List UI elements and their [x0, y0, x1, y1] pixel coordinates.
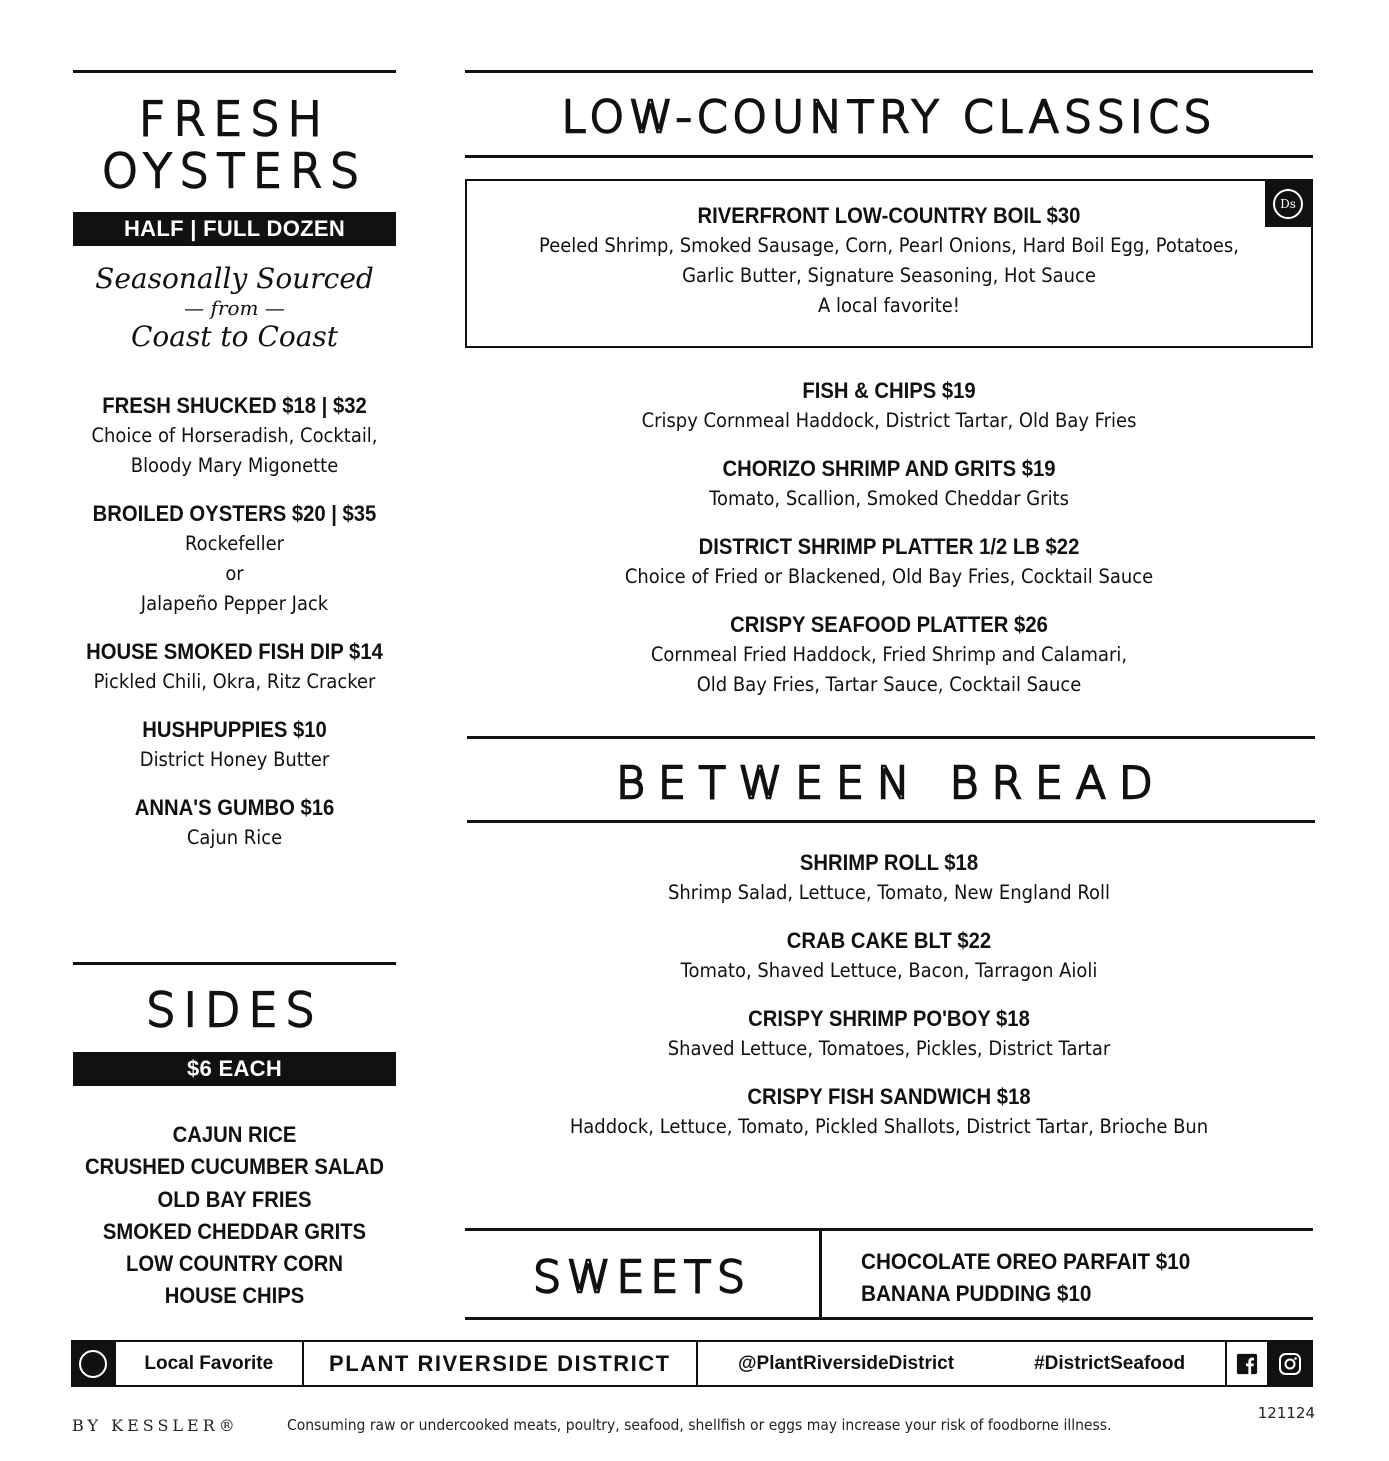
script-line-3: Coast to Coast	[130, 320, 339, 353]
side-item: HOUSE CHIPS	[164, 1283, 305, 1309]
item-desc: Jalapeño Pepper Jack	[140, 592, 329, 615]
lowcountry-item	[465, 610, 1313, 700]
item-desc: A local favorite!	[817, 294, 960, 317]
bread-item	[465, 1082, 1313, 1142]
side-item: SMOKED CHEDDAR GRITS	[102, 1218, 367, 1244]
script-line-1: Seasonally Sourced	[95, 262, 374, 295]
item-desc: Garlic Butter, Signature Seasoning, Hot Sauce	[682, 264, 1096, 287]
item-desc: Peeled Shrimp, Smoked Sausage, Corn, Pearl Onions, Hard Boil Egg, Potatoes,	[539, 234, 1239, 257]
oyster-item	[43, 499, 426, 619]
item-desc: Rockefeller	[184, 532, 285, 555]
item-desc: Tomato, Shaved Lettuce, Bacon, Tarragon Aioli	[680, 959, 1098, 982]
item-desc: Haddock, Lettuce, Tomato, Pickled Shallots, District Tartar, Brioche Bun	[569, 1115, 1209, 1138]
bread-title: BETWEEN BREAD	[616, 758, 1166, 809]
oyster-item	[43, 391, 426, 481]
oyster-item	[43, 637, 426, 697]
sides-title: SIDES	[146, 983, 323, 1037]
bread-item	[465, 1004, 1313, 1064]
sweets-item: CHOCOLATE OREO PARFAIT $10	[861, 1249, 1191, 1274]
kessler-brand: BY KESSLER®	[72, 1416, 239, 1435]
bread-bottom-rule	[467, 820, 1315, 823]
bread-item	[465, 848, 1313, 908]
bread-top-rule	[467, 736, 1315, 739]
item-name: CRISPY SHRIMP PO'BOY $18	[748, 1006, 1030, 1031]
featured-item	[467, 201, 1311, 321]
ds-logo-icon: Ds	[79, 1350, 107, 1378]
item-name: CRISPY FISH SANDWICH $18	[747, 1084, 1031, 1109]
ds-logo-icon: Ds	[1273, 189, 1303, 219]
footer-badge-cell	[73, 1342, 116, 1385]
oyster-item	[43, 715, 426, 775]
item-desc: or	[225, 562, 244, 585]
item-name: HUSHPUPPIES $10	[142, 717, 327, 742]
lowcountry-item	[465, 454, 1313, 514]
sweets-bottom-rule	[465, 1317, 1313, 1320]
item-name: FISH & CHIPS $19	[802, 378, 976, 403]
footer-bar	[71, 1340, 1313, 1387]
item-name: SHRIMP ROLL $18	[799, 850, 979, 875]
sides-top-rule	[73, 962, 396, 965]
item-name: DISTRICT SHRIMP PLATTER 1/2 LB $22	[698, 534, 1080, 559]
item-desc: Tomato, Scallion, Smoked Cheddar Grits	[709, 487, 1069, 510]
item-name: CRISPY SEAFOOD PLATTER $26	[730, 612, 1048, 637]
item-desc: Old Bay Fries, Tartar Sauce, Cocktail Sauce	[696, 673, 1082, 696]
bread-item	[465, 926, 1313, 986]
item-desc: Crispy Cornmeal Haddock, District Tartar, Old Bay Fries	[641, 409, 1137, 432]
item-name: CRAB CAKE BLT $22	[786, 928, 992, 953]
sides-price-bar: $6 EACH	[73, 1052, 396, 1086]
instagram-icon[interactable]	[1269, 1342, 1311, 1385]
lowcountry-item	[465, 532, 1313, 592]
seasonally-sourced-script	[73, 262, 396, 354]
lowcountry-title: LOW-COUNTRY CLASSICS	[561, 92, 1217, 143]
oysters-price-bar: HALF | FULL DOZEN	[73, 212, 396, 246]
oysters-title-line1: FRESH	[138, 92, 331, 146]
footer-handle[interactable]: @PlantRiversideDistrict	[738, 1352, 955, 1374]
item-name: BROILED OYSTERS $20 | $35	[92, 501, 377, 526]
item-name: ANNA'S GUMBO $16	[134, 795, 335, 820]
oysters-top-rule	[73, 70, 396, 73]
menu-code: 121124	[1257, 1404, 1315, 1422]
sweets-divider	[819, 1228, 822, 1320]
item-desc: Cajun Rice	[186, 826, 283, 849]
lowcountry-bottom-rule	[465, 155, 1313, 158]
sweets-title: SWEETS	[533, 1252, 751, 1303]
item-name: CHORIZO SHRIMP AND GRITS $19	[722, 456, 1056, 481]
footer-social-text	[698, 1342, 1227, 1385]
item-desc: Choice of Horseradish, Cocktail,	[91, 424, 378, 447]
sweets-list	[861, 1246, 1190, 1310]
sides-list	[43, 1119, 426, 1313]
sweets-item: BANANA PUDDING $10	[861, 1281, 1092, 1306]
foodborne-disclaimer: Consuming raw or undercooked meats, poultry, seafood, shellfish or eggs may increase your risk of foodborne illness.	[287, 1416, 1112, 1434]
oysters-title-line2: OYSTERS	[101, 144, 368, 198]
item-desc: Shaved Lettuce, Tomatoes, Pickles, District Tartar	[667, 1037, 1111, 1060]
item-name: FRESH SHUCKED $18 | $32	[102, 393, 367, 418]
item-desc: Shrimp Salad, Lettuce, Tomato, New England Roll	[667, 881, 1111, 904]
item-desc: District Honey Butter	[139, 748, 330, 771]
footer-legend: Local Favorite	[116, 1342, 304, 1385]
lowcountry-item	[465, 376, 1313, 436]
side-item: LOW COUNTRY CORN	[125, 1251, 344, 1277]
item-desc: Choice of Fried or Blackened, Old Bay Fries, Cocktail Sauce	[624, 565, 1154, 588]
side-item: CRUSHED CUCUMBER SALAD	[84, 1154, 385, 1180]
item-desc: Bloody Mary Migonette	[130, 454, 339, 477]
sweets-top-rule	[465, 1228, 1313, 1231]
side-item: CAJUN RICE	[172, 1122, 297, 1147]
side-item: OLD BAY FRIES	[157, 1186, 312, 1212]
item-desc: Pickled Chili, Okra, Ritz Cracker	[93, 670, 376, 693]
footer-hashtag[interactable]: #DistrictSeafood	[1034, 1352, 1186, 1374]
facebook-icon[interactable]	[1227, 1342, 1269, 1385]
item-desc: Cornmeal Fried Haddock, Fried Shrimp and Calamari,	[650, 643, 1128, 666]
lowcountry-top-rule	[465, 70, 1313, 73]
oyster-item	[43, 793, 426, 853]
footer-venue: PLANT RIVERSIDE DISTRICT	[304, 1342, 698, 1385]
item-name: HOUSE SMOKED FISH DIP $14	[86, 639, 383, 664]
item-name: RIVERFRONT LOW-COUNTRY BOIL $30	[697, 203, 1081, 228]
script-line-2: — from —	[184, 296, 285, 320]
